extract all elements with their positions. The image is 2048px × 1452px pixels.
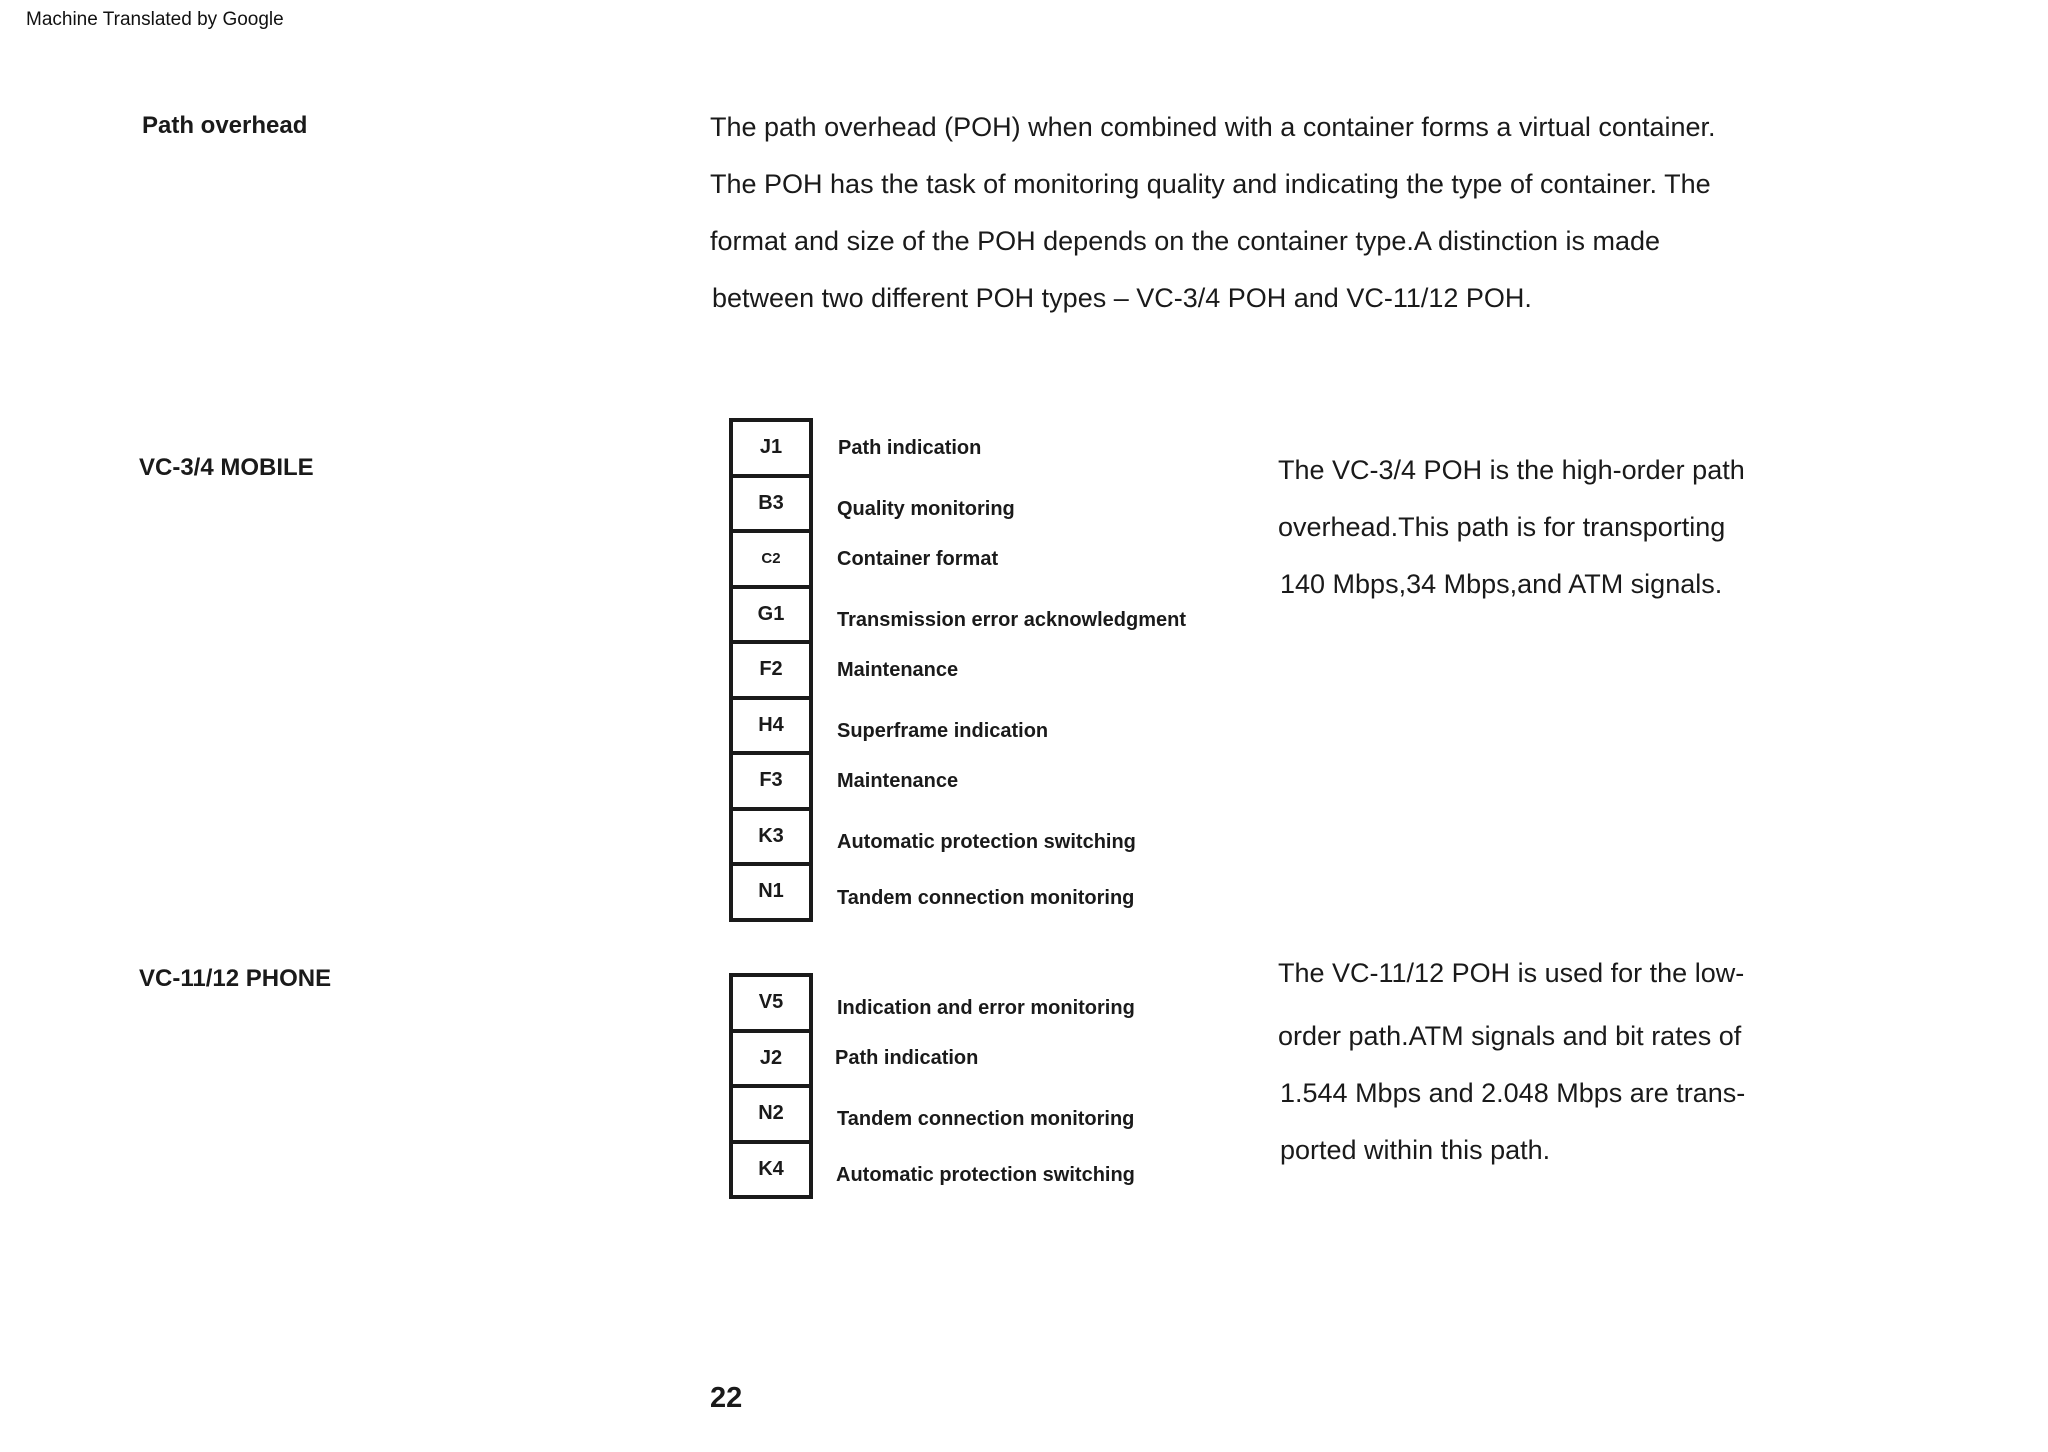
vc1112-heading: VC-11/12 PHONE: [139, 965, 332, 992]
byte-label-superframe-indication: Superframe indication: [837, 720, 1049, 742]
byte-label-tandem-connection-monitoring: Tandem connection monitoring: [837, 887, 1135, 909]
poh-byte-b3: B3: [733, 478, 809, 534]
poh-byte-j1: J1: [733, 422, 809, 478]
page-number: 22: [710, 1382, 743, 1414]
byte-label-quality-monitoring: Quality monitoring: [837, 498, 1015, 520]
poh-byte-k3: K3: [733, 811, 809, 867]
byte-label-automatic-protection-switching-k4: Automatic protection switching: [836, 1164, 1135, 1186]
vc1112-description-line: ported within this path.: [1280, 1135, 1551, 1165]
vc1112-description-line: The VC-11/12 POH is used for the low-: [1278, 958, 1745, 988]
byte-label-container-format: Container format: [837, 548, 999, 570]
byte-label-automatic-protection-switching: Automatic protection switching: [837, 831, 1136, 853]
vc34-poh-byte-stack: [729, 418, 813, 922]
vc34-description-line: overhead.This path is for transporting: [1278, 512, 1726, 542]
byte-label-transmission-error-ack: Transmission error acknowledgment: [837, 609, 1186, 631]
poh-byte-k4: K4: [733, 1144, 809, 1200]
intro-line: between two different POH types – VC-3/4 POH and VC-11/12 POH.: [712, 283, 1532, 313]
poh-byte-v5: V5: [733, 977, 809, 1033]
byte-label-tandem-connection-monitoring-n2: Tandem connection monitoring: [837, 1108, 1135, 1130]
poh-byte-j2: J2: [733, 1033, 809, 1089]
poh-byte-n2: N2: [733, 1088, 809, 1144]
intro-line: format and size of the POH depends on the container type.A distinction is made: [710, 226, 1661, 256]
intro-line: The path overhead (POH) when combined with a container forms a virtual container.: [710, 112, 1716, 142]
vc34-heading: VC-3/4 MOBILE: [139, 454, 314, 481]
vc34-description-line: 140 Mbps,34 Mbps,and ATM signals.: [1280, 569, 1723, 599]
byte-label-path-indication-j2: Path indication: [835, 1047, 979, 1069]
section-title: Path overhead: [142, 112, 308, 139]
vc1112-description-line: 1.544 Mbps and 2.048 Mbps are trans-: [1280, 1078, 1746, 1108]
intro-line: The POH has the task of monitoring quality and indicating the type of container. The: [710, 169, 1711, 199]
vc1112-description-line: order path.ATM signals and bit rates of: [1278, 1021, 1742, 1051]
poh-byte-h4: H4: [733, 700, 809, 756]
byte-label-path-indication: Path indication: [838, 437, 982, 459]
poh-byte-g1: G1: [733, 589, 809, 645]
vc1112-poh-byte-stack: [729, 973, 813, 1199]
byte-label-indication-error-monitoring: Indication and error monitoring: [837, 997, 1135, 1019]
byte-label-maintenance-f3: Maintenance: [837, 770, 959, 792]
byte-label-maintenance-f2: Maintenance: [837, 659, 959, 681]
poh-byte-n1: N1: [733, 866, 809, 922]
vc34-description-line: The VC-3/4 POH is the high-order path: [1278, 455, 1745, 485]
poh-byte-c2: C2: [733, 533, 809, 589]
machine-translation-banner: Machine Translated by Google: [26, 9, 284, 30]
poh-byte-f3: F3: [733, 755, 809, 811]
poh-byte-f2: F2: [733, 644, 809, 700]
